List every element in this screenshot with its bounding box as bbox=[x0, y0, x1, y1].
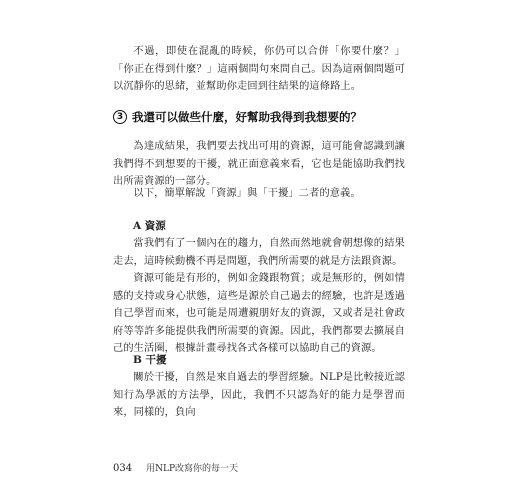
paragraph-intro: 不過，即使在混亂的時候，你仍可以合併「你要什麼？」「你正在得到什麼？」這兩個問句來問自己。因為這兩個問題可以沉靜你的思緒，並幫助你走回到往結果的這條路上。 bbox=[113, 46, 405, 93]
page-number: 034 bbox=[113, 463, 133, 474]
paragraph-resources-intro: 為達成結果，我們要去找出可用的資源，這可能會認識到讓我們得不到想要的干擾，就正面意義來看，它也是能協助我們找出所需資源的一部分。 bbox=[113, 141, 405, 188]
paragraph-resource-types: 資源可能是有形的，例如金錢跟物質；或是無形的，例如情感的支持或身心狀態，這些是源於自己過去的經驗，也許是透過自己學習而來，也可能是周遭親朋好友的資源，又或者是社會政府等等許多能提供我們所需要的資源。因此，我們都要去擴展自己的生活圈，根據計畫尋找各式各樣可以協助自己的資源。 bbox=[113, 273, 405, 355]
subhead-resources: A 資源 bbox=[133, 220, 166, 232]
subhead-interference: B 干擾 bbox=[133, 354, 167, 366]
section-heading-text: 我還可以做些什麼，好幫助我得到我想要的？ bbox=[132, 110, 362, 124]
paragraph-drive: 當我們有了一個內在的趨力，自然而然地就會朝想像的結果走去，這時候動機不再是問題，我們所需要的就是方法跟資源。 bbox=[113, 238, 405, 267]
paragraph-interference: 關於干擾，自然是來自過去的學習經驗。NLP是比較接近認知行為學派的方法學，因此，我們不只認為好的能力是學習而來，同樣的，負向 bbox=[113, 372, 405, 419]
paragraph-explain: 以下，簡單解說「資源」與「干擾」二者的意義。 bbox=[133, 188, 361, 199]
book-title: 用NLP改寫你的每一天 bbox=[146, 464, 239, 474]
circled-number-icon: 3 bbox=[113, 110, 127, 124]
page-footer bbox=[113, 461, 238, 474]
section-heading bbox=[113, 107, 413, 127]
